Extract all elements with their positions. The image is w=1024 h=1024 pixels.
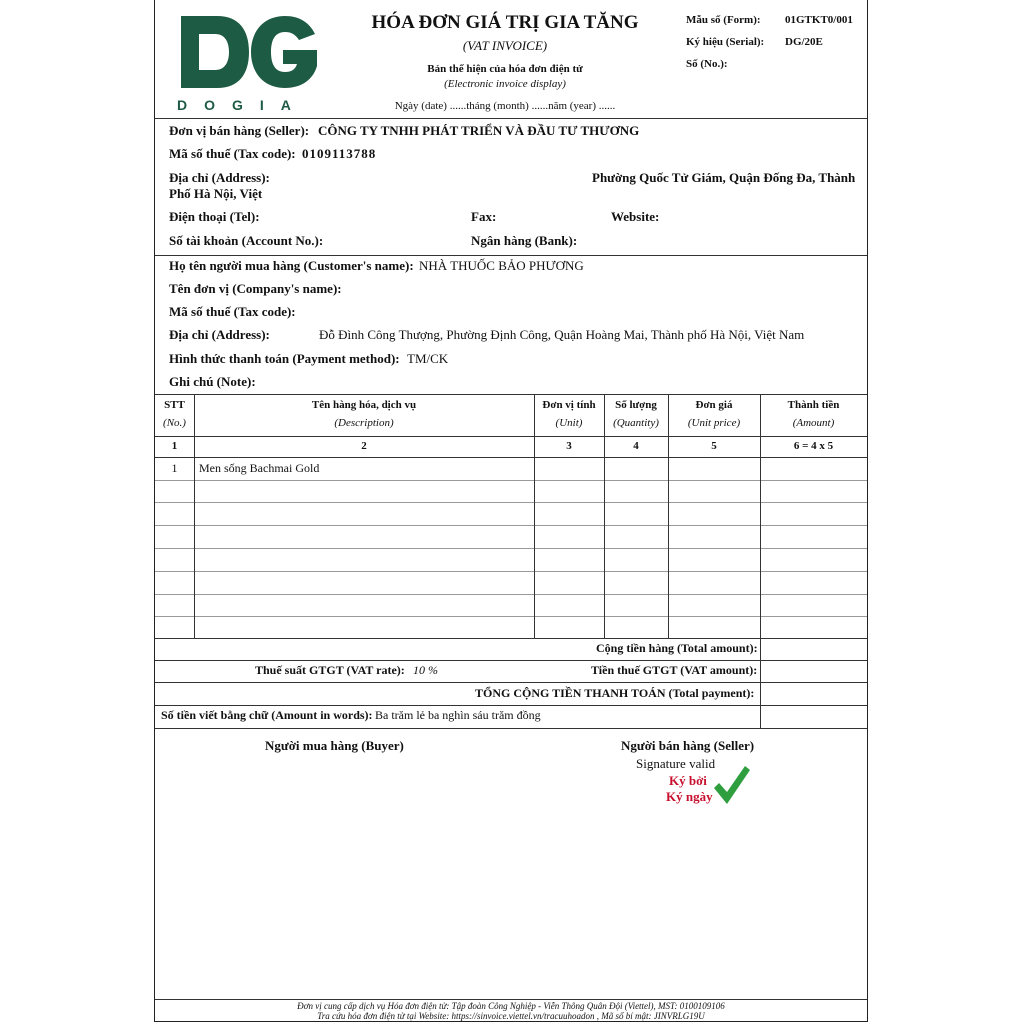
th-desc-en: (Description) — [334, 417, 394, 429]
seller-tax-label: Mã số thuế (Tax code): — [169, 146, 296, 161]
payment-label: Hình thức thanh toán (Payment method): — [169, 351, 400, 366]
table-row-desc: Men sống Bachmai Gold — [199, 461, 320, 475]
total-amount-label: Cộng tiền hàng (Total amount): — [596, 641, 758, 655]
th-amount-en: (Amount) — [792, 417, 835, 429]
signature-check-icon — [711, 762, 751, 806]
serial-label: Ký hiệu (Serial): — [686, 36, 765, 48]
brand-letters: DOGIA — [177, 97, 308, 113]
idx-1: 1 — [171, 440, 178, 452]
note-label: Ghi chú (Note): — [169, 374, 256, 389]
th-unit: Đơn vị tính — [542, 399, 596, 411]
signed-by-text: Ký bởi — [669, 773, 707, 788]
seller-signature-label: Người bán hàng (Seller) — [621, 738, 755, 753]
customer-label: Họ tên người mua hàng (Customer's name): — [169, 258, 414, 273]
seller-tel-label: Điện thoại (Tel): — [169, 209, 260, 224]
seller-name-value: CÔNG TY TNHH PHÁT TRIỂN VÀ ĐẦU TƯ THƯƠNG — [318, 123, 640, 138]
seller-address-value: Phường Quốc Tử Giám, Quận Đống Đa, Thành — [592, 170, 856, 185]
no-label: Số (No.): — [686, 58, 728, 70]
buyer-address-label: Địa chỉ (Address): — [169, 327, 270, 342]
th-desc: Tên hàng hóa, dịch vụ — [311, 399, 417, 411]
amount-in-words-label: Số tiền viết bằng chữ (Amount in words): — [161, 708, 373, 722]
th-unit-en: (Unit) — [555, 417, 583, 429]
grand-total-label: TỔNG CỘNG TIỀN THANH TOÁN (Total payment): — [475, 686, 755, 700]
buyer-signature-label: Người mua hàng (Buyer) — [265, 738, 404, 753]
th-qty: Số lượng — [615, 399, 657, 411]
idx-2: 2 — [361, 440, 367, 452]
th-no-en: (No.) — [163, 417, 186, 429]
display-line-en: (Electronic invoice display) — [444, 78, 566, 90]
footer-line2: Tra cứu hóa đơn điện tử tại Website: https://sinvoice.viettel.vn/tracuuhoadon , Mã số bí mật: JINVRLG19U — [317, 1011, 705, 1021]
invoice-subtitle: (VAT INVOICE) — [462, 38, 548, 53]
display-line: Bản thể hiện của hóa đơn điện tử — [427, 63, 583, 75]
seller-name-label: Đơn vị bán hàng (Seller): — [169, 123, 310, 138]
invoice-title: HÓA ĐƠN GIÁ TRỊ GIA TĂNG — [371, 12, 639, 33]
dogia-logo-icon — [177, 12, 319, 92]
seller-website-label: Website: — [611, 209, 660, 224]
seller-address-label: Địa chỉ (Address): — [169, 170, 270, 185]
th-amount: Thành tiền — [787, 399, 840, 411]
seller-account-label: Số tài khoản (Account No.): — [169, 233, 324, 248]
seller-address-cont: Phố Hà Nội, Việt — [169, 186, 263, 201]
idx-5: 5 — [711, 440, 717, 452]
serial-value: DG/20E — [785, 36, 823, 48]
company-label: Tên đơn vị (Company's name): — [169, 281, 342, 296]
table-row-no: 1 — [171, 461, 178, 475]
seller-bank-label: Ngân hàng (Bank): — [471, 233, 578, 248]
th-no: STT — [164, 399, 185, 411]
signature-valid-text: Signature valid — [636, 756, 716, 771]
th-price: Đơn giá — [695, 399, 733, 411]
invoice-page — [154, 0, 868, 1022]
buyer-address-value: Đỗ Đình Công Thượng, Phường Định Công, Quận Hoàng Mai, Thành phố Hà Nội, Việt Nam — [319, 327, 805, 342]
payment-value: TM/CK — [407, 351, 449, 366]
form-value: 01GTKT0/001 — [785, 14, 853, 26]
seller-fax-label: Fax: — [471, 209, 497, 224]
date-line: Ngày (date) ......tháng (month) ......năm (year) ...... — [394, 100, 616, 112]
footer-line1: Đơn vị cung cấp dịch vụ Hóa đơn điện tử: Tập đoàn Công Nghiệp - Viễn Thông Quân Đội (Viettel), MST: 0100109106 — [297, 1001, 725, 1011]
th-price-en: (Unit price) — [687, 417, 741, 429]
idx-4: 4 — [633, 440, 639, 452]
form-label: Mẫu số (Form): — [686, 14, 761, 26]
buyer-tax-label: Mã số thuế (Tax code): — [169, 304, 296, 319]
idx-6: 6 = 4 x 5 — [793, 440, 834, 452]
vat-rate-value: 10 % — [413, 663, 438, 677]
seller-tax-value: 0109113788 — [302, 146, 377, 161]
vat-amount-label: Tiền thuế GTGT (VAT amount): — [591, 663, 758, 677]
signed-date-text: Ký ngày — [666, 789, 713, 804]
customer-value: NHÀ THUỐC BẢO PHƯƠNG — [419, 258, 584, 273]
amount-in-words-value: Ba trăm lẻ ba nghìn sáu trăm đồng — [375, 708, 541, 722]
idx-3: 3 — [566, 440, 572, 452]
vat-rate-label: Thuế suất GTGT (VAT rate): — [255, 663, 405, 677]
th-qty-en: (Quantity) — [613, 417, 659, 429]
